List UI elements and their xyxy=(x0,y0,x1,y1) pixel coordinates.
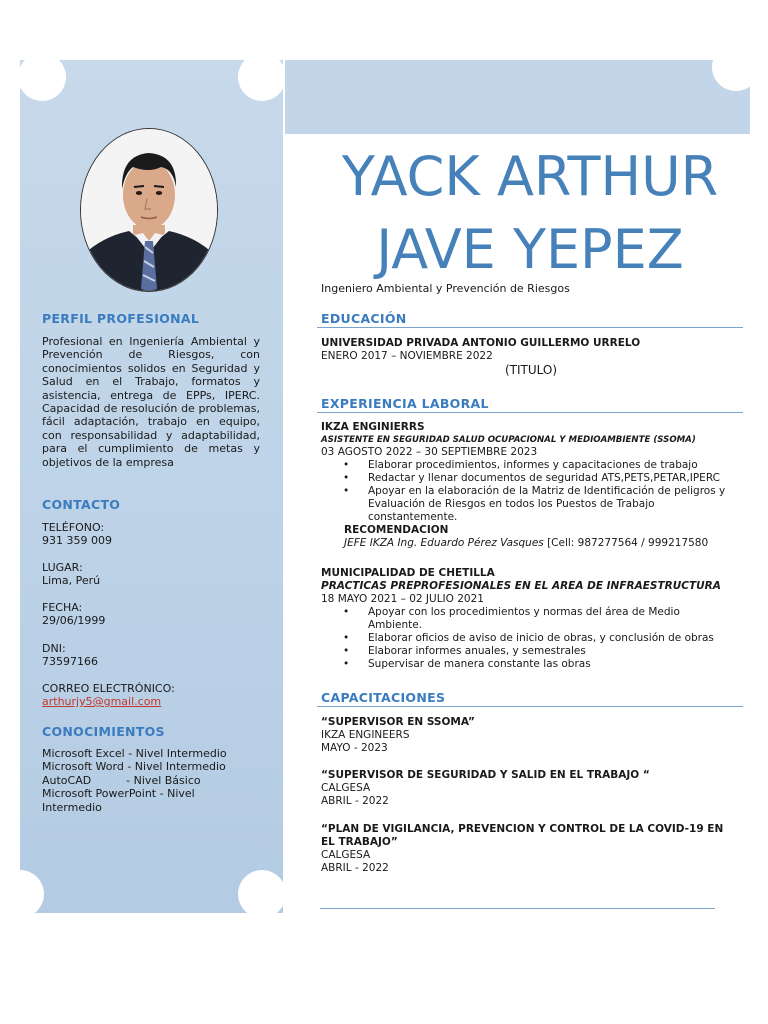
name-line-2: JAVE YEPEZ xyxy=(376,218,684,281)
training-item xyxy=(321,716,746,755)
job-company: IKZA ENGINIERRS xyxy=(321,421,425,433)
job-duties xyxy=(321,459,746,524)
profile-heading: PERFIL PROFESIONAL xyxy=(42,311,200,326)
corner-notch xyxy=(238,870,286,918)
dni-value: 73597166 xyxy=(42,655,98,668)
training-org: CALGESA xyxy=(321,782,371,794)
training-title: “SUPERVISOR DE SEGURIDAD Y SALID EN EL TRABAJO “ xyxy=(321,769,650,781)
education-school: UNIVERSIDAD PRIVADA ANTONIO GUILLERMO URRELO xyxy=(321,337,641,349)
duty-item: • Apoyar en la elaboración de la Matriz de Identificación de peligros y Evaluación de Riesgos en todos los Puestos de Trabajo constantemente. xyxy=(321,485,746,524)
section-divider xyxy=(317,327,743,328)
training-date: MAYO - 2023 xyxy=(321,742,388,754)
phone-value: 931 359 009 xyxy=(42,534,112,547)
phone-label: TELÉFONO: xyxy=(42,521,105,534)
footer-divider xyxy=(320,908,715,909)
duty-item: • Redactar y llenar documentos de seguridad ATS,PETS,PETAR,IPERC xyxy=(321,472,746,485)
dni-label: DNI: xyxy=(42,642,66,655)
email-link-wrap[interactable] xyxy=(42,695,260,708)
duty-item: • Apoyar con los procedimientos y normas del área de Medio Ambiente. xyxy=(321,606,746,632)
contact-heading: CONTACTO xyxy=(42,497,121,512)
training-title: “SUPERVISOR EN SSOMA” xyxy=(321,716,475,728)
profile-photo xyxy=(80,128,218,292)
name-line-1: YACK ARTHUR xyxy=(341,145,719,208)
training-org: CALGESA xyxy=(321,849,371,861)
education-dates: ENERO 2017 – NOVIEMBRE 2022 xyxy=(321,350,493,362)
header-bar xyxy=(285,60,750,134)
date-label: FECHA: xyxy=(42,601,83,614)
recommendation-heading: RECOMENDACION xyxy=(344,524,449,536)
duty-item: • Elaborar oficios de aviso de inicio de obras, y conclusión de obras xyxy=(321,632,746,645)
job-company: MUNICIPALIDAD DE CHETILLA xyxy=(321,567,495,579)
job-subtitle: Ingeniero Ambiental y Prevención de Riesgos xyxy=(321,282,570,295)
job-entry xyxy=(321,567,746,671)
job-role: PRACTICAS PREPROFESIONALES EN EL AREA DE INFRAESTRUCTURA xyxy=(321,580,721,592)
training-item xyxy=(321,823,731,875)
portrait-illustration xyxy=(81,129,217,291)
duty-item: • Elaborar procedimientos, informes y capacitaciones de trabajo xyxy=(321,459,746,472)
corner-notch xyxy=(712,43,760,91)
recommendation-name: JEFE IKZA Ing. Eduardo Pérez Vasques xyxy=(344,537,544,549)
job-duties xyxy=(321,606,746,671)
training-org: IKZA ENGINEERS xyxy=(321,729,410,741)
skill-item: Microsoft PowerPoint - Nivel Intermedio xyxy=(42,787,195,814)
experience-heading: EXPERIENCIA LABORAL xyxy=(321,396,489,411)
training-date: ABRIL - 2022 xyxy=(321,795,389,807)
corner-notch xyxy=(238,53,286,101)
skill-item: Microsoft Word - Nivel Intermedio xyxy=(42,760,226,774)
duty-item: • Elaborar informes anuales, y semestrales xyxy=(321,645,746,658)
skills-heading: CONOCIMIENTOS xyxy=(42,724,165,739)
recommendation-line xyxy=(321,537,746,550)
skills-list xyxy=(42,747,260,814)
place-label: LUGAR: xyxy=(42,561,83,574)
training-title: “PLAN DE VIGILANCIA, PREVENCION Y CONTROL DE LA COVID-19 EN EL TRABAJO” xyxy=(321,823,724,848)
training-item xyxy=(321,769,746,808)
duty-item: • Supervisar de manera constante las obras xyxy=(321,658,746,671)
date-value: 29/06/1999 xyxy=(42,614,106,627)
job-dates: 03 AGOSTO 2022 – 30 SEPTIEMBRE 2023 xyxy=(321,446,538,458)
recommendation-phone: [Cell: 987277564 / 999217580 xyxy=(543,537,709,549)
education-heading: EDUCACIÓN xyxy=(321,311,407,326)
job-role: ASISTENTE EN SEGURIDAD SALUD OCUPACIONAL Y MEDIOAMBIENTE (SSOMA) xyxy=(321,435,696,445)
email-label: CORREO ELECTRÓNICO: xyxy=(42,682,175,695)
job-dates: 18 MAYO 2021 – 02 JULIO 2021 xyxy=(321,593,484,605)
place-value: Lima, Perú xyxy=(42,574,101,587)
skill-item: Microsoft Excel - Nivel Intermedio xyxy=(42,747,227,760)
corner-notch xyxy=(18,53,66,101)
email-link[interactable]: arthurjy5@gmail.com xyxy=(42,695,162,708)
section-divider xyxy=(317,412,743,413)
profile-text: Profesional en Ingeniería Ambiental y Prevención de Riesgos, con conocimientos solidos en Seguridad y Salud en el Trabajo, formatos y asistencia, entrega de EPPs, IPERC. Capacidad de resolución de problemas, fácil adaptación, trabajo en equipo, con responsabilidad y adaptabilidad, para el cumplimiento de metas y objetivos de la empresa xyxy=(42,335,260,469)
training-heading: CAPACITACIONES xyxy=(321,690,446,705)
training-date: ABRIL - 2022 xyxy=(321,862,389,874)
job-entry xyxy=(321,421,746,550)
skill-item: AutoCAD - Nivel Básico xyxy=(42,773,201,787)
education-title: (TITULO) xyxy=(505,363,558,377)
section-divider xyxy=(317,706,743,707)
